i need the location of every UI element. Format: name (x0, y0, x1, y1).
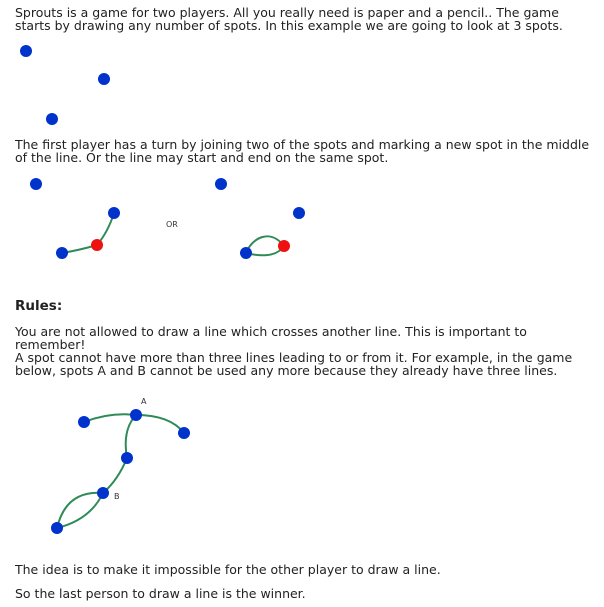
spot-b (97, 487, 109, 499)
spot (20, 45, 32, 57)
game-line (103, 458, 127, 493)
spot (121, 452, 133, 464)
intro-paragraph: Sprouts is a game for two players. All you really need is paper and a pencil.. The game starts by drawing any number of spots. In this example we are going to look at 3 spots. (15, 5, 563, 33)
spot (215, 178, 227, 190)
spot (46, 113, 58, 125)
spot (51, 522, 63, 534)
spot (78, 416, 90, 428)
move-loop-diagram (215, 178, 305, 259)
spot (293, 207, 305, 219)
spot-a-label: A (141, 397, 147, 406)
winner-paragraph: So the last person to draw a line is the winner. (15, 586, 306, 601)
spot (108, 207, 120, 219)
spot-a (130, 409, 142, 421)
connecting-line (62, 213, 114, 253)
spot (30, 178, 42, 190)
game-line (84, 414, 136, 422)
initial-spots-diagram (20, 45, 110, 125)
rules-heading: Rules: (15, 298, 63, 314)
spot (56, 247, 68, 259)
spot-b-label: B (114, 492, 120, 501)
rule-max-three-lines: A spot cannot have more than three lines leading to or from it. For example, in the game below, spots A and B cannot be used any more because they already have three lines. (15, 350, 573, 378)
game-line (57, 493, 103, 528)
new-spot (278, 240, 290, 252)
example-game-diagram (51, 397, 190, 534)
spot (98, 73, 110, 85)
spot (178, 427, 190, 439)
new-spot (91, 239, 103, 251)
or-label: OR (166, 220, 178, 229)
turn-paragraph: The first player has a turn by joining two of the spots and marking a new spot in the middle of the line. Or the line may start and end on the same spot. (15, 137, 590, 165)
spot (240, 247, 252, 259)
game-line (126, 415, 136, 458)
rule-no-crossing: You are not allowed to draw a line which crosses another line. This is important to remember! (15, 324, 527, 352)
outro-paragraph: The idea is to make it impossible for the other player to draw a line. (15, 562, 441, 577)
move-join-two-spots-diagram (30, 178, 120, 259)
game-line (136, 415, 184, 433)
